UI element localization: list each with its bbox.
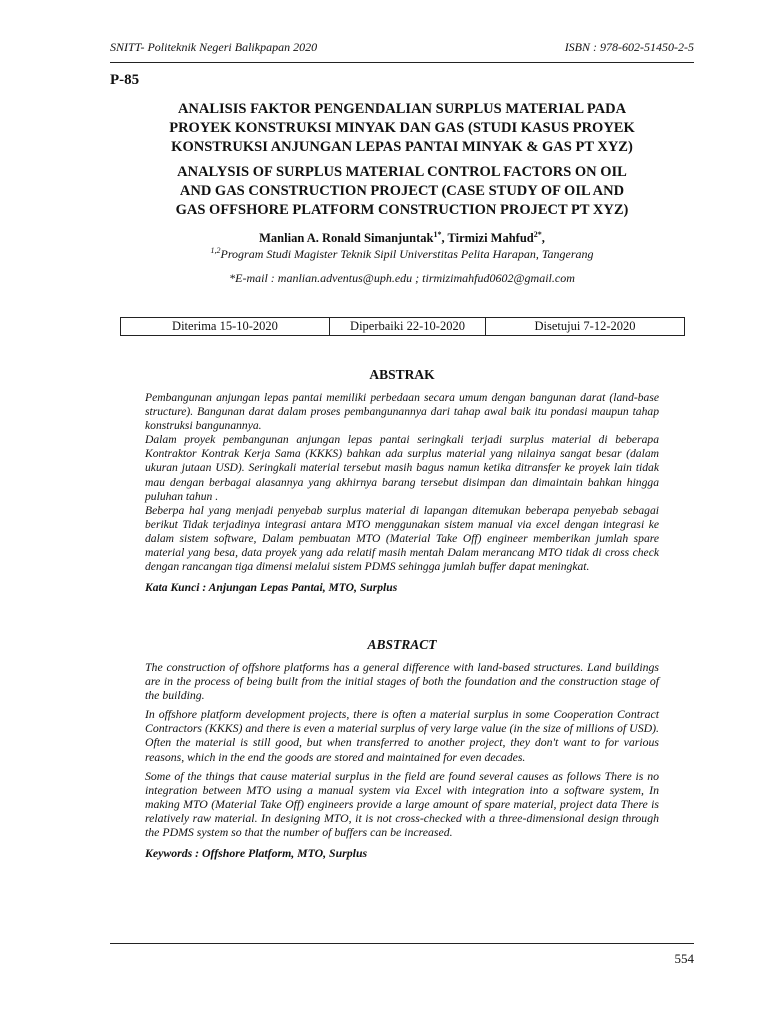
author-name: Tirmizi Mahfud bbox=[447, 231, 534, 245]
affiliation-text: Program Studi Magister Teknik Sipil Universtitas Pelita Harapan, Tangerang bbox=[220, 247, 594, 261]
author-trailing: , bbox=[541, 231, 545, 245]
abstract-paragraph: The construction of offshore platforms has a general difference with land-based structures. Land buildings are in the process of being built from the initial stages of both the foundation and the construction stage of the building. bbox=[145, 660, 659, 703]
affiliation bbox=[110, 246, 694, 262]
abstract-paragraph: In offshore platform development projects, there is often a material surplus in some Cooperation Contract Contractors (KKKS) and there is even a material surplus of very large value (in the size of millions of USD). Often the material is still good, but when transferred to another project, they don't want to for various reasons, which in the end the goods are stored and maintained for even decades. bbox=[145, 707, 659, 764]
author-superscript: 1* bbox=[433, 229, 442, 239]
date-accepted: Disetujui 7-12-2020 bbox=[486, 318, 685, 336]
date-received: Diterima 15-10-2020 bbox=[121, 318, 330, 336]
header-divider bbox=[110, 62, 694, 63]
page-number: 554 bbox=[674, 951, 694, 966]
footer-divider bbox=[110, 943, 694, 944]
title-line: PROYEK KONSTRUKSI MINYAK DAN GAS (STUDI KASUS PROYEK bbox=[169, 120, 635, 136]
title-english bbox=[110, 163, 694, 220]
abstract-keywords: Keywords : Offshore Platform, MTO, Surplus bbox=[145, 846, 368, 861]
title-line: ANALYSIS OF SURPLUS MATERIAL CONTROL FACTORS ON OIL bbox=[177, 164, 627, 180]
author-block bbox=[110, 230, 694, 286]
title-indonesian bbox=[110, 100, 694, 157]
conference-name: SNITT- Politeknik Negeri Balikpapan 2020 bbox=[110, 40, 318, 54]
table-row bbox=[121, 318, 685, 336]
abstrak-paragraph: Dalam proyek pembangunan anjungan lepas pantai seringkali terjadi surplus material di beberapa Kontraktor Kontrak Kerja Sama (KKKS) bahkan ada surplus material yang nilainya sangat besar (dalam ukuran jutaan USD). Seringkali material tersebut masih bagus namun ketika ditransfer ke proyek lain tidak mau dengan berbagai alasannya yang akhirnya barang tersebut disimpan dan dimaintain bahkan hingga puluhan tahun . bbox=[145, 433, 659, 503]
running-header bbox=[110, 40, 694, 58]
title-line: AND GAS CONSTRUCTION PROJECT (CASE STUDY OF OIL AND bbox=[179, 183, 625, 199]
date-revised: Diperbaiki 22-10-2020 bbox=[330, 318, 486, 336]
title-line: KONSTRUKSI ANJUNGAN LEPAS PANTAI MINYAK & GAS PT XYZ) bbox=[171, 139, 633, 155]
author-superscript: 2* bbox=[533, 229, 542, 239]
abstract-body bbox=[145, 660, 659, 865]
author-email: *E-mail : manlian.adventus@uph.edu ; tirmizimahfud0602@gmail.com bbox=[229, 271, 575, 285]
author-separator: , bbox=[441, 231, 448, 245]
abstrak-paragraph: Pembangunan anjungan lepas pantai memiliki perbedaan secara umum dengan bangunan darat (land-base structure). Bangunan darat dalam proses pembangunannya dari tahap awal baik itu pondasi maupun tahap konstruksi bangunannya. bbox=[145, 391, 659, 433]
abstrak-paragraph: Beberpa hal yang menjadi penyebab surplus material di lapangan ditemukan beberapa penyebab sebagai berikut Tidak terjadinya integrasi antara MTO menggunakan sistem manual via excel dengan integrasi ke dalam sistem software, Dalam pembuatan MTO (Material Take Off) engineer memberikan jumlah spare material yang besa, data proyek yang ada relatif masih mentah Dalam merancang MTO tidak di cross check dengan rancangan tiga dimensi melalui sistem PDMS sehingga jumlah buffer dapat meningkat. bbox=[145, 503, 659, 574]
abstract-paragraph: Some of the things that cause material surplus in the field are found several causes as follows There is no integration between MTO using a manual system via Excel with integration into a software system, In making MTO (Material Take Off) engineers provide a large amount of spare material, project data There is relatively raw material. In designing MTO, it is not cross-checked with a three-dimensional design through the PDMS system so that the number of buffers can be increased. bbox=[145, 768, 659, 840]
affiliation-superscript: 1,2 bbox=[210, 246, 221, 255]
abstrak-keywords: Kata Kunci : Anjungan Lepas Pantai, MTO, Surplus bbox=[145, 581, 398, 595]
submission-dates-table bbox=[120, 317, 685, 336]
abstrak-body bbox=[145, 391, 659, 595]
abstract-heading: ABSTRACT bbox=[367, 637, 437, 652]
abstrak-heading: ABSTRAK bbox=[369, 367, 435, 382]
paper-code: P-85 bbox=[110, 72, 140, 88]
title-line: GAS OFFSHORE PLATFORM CONSTRUCTION PROJECT PT XYZ) bbox=[175, 202, 629, 218]
author-names bbox=[110, 230, 694, 246]
isbn: ISBN : 978-602-51450-2-5 bbox=[564, 40, 694, 54]
author-name: Manlian A. Ronald Simanjuntak bbox=[259, 231, 434, 245]
title-line: ANALISIS FAKTOR PENGENDALIAN SURPLUS MATERIAL PADA bbox=[177, 101, 627, 117]
